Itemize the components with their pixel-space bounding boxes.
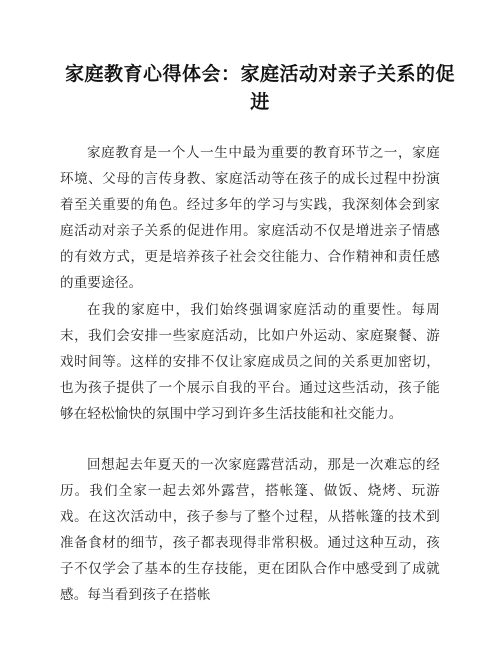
paragraph-3: 回想起去年夏天的一次家庭露营活动，那是一次难忘的经历。我们全家一起去郊外露营，搭帐篷、做饭、烧烤、玩游戏。在这次活动中，孩子参与了整个过程，从搭帐篷的技术到准备食材的细节，孩子都表现得非常积极。通过这种互动，孩子不仅学会了基本的生存技能，更在团队合作中感受到了成就感。每当看到孩子在搭帐: [60, 457, 440, 603]
document-title: 家庭教育心得体会：家庭活动对亲子关系的促进: [64, 63, 455, 113]
paragraph-1: 家庭教育是一个人一生中最为重要的教育环节之一，家庭环境、父母的言传身教、家庭活动等在孩子的成长过程中扮演着至关重要的角色。经过多年的学习与实践，我深刻体会到家庭活动对亲子关系的促进作用。家庭活动不仅是增进亲子情感的有效方式，更是培养孩子社会交往能力、合作精神和责任感的重要途径。: [60, 145, 440, 291]
paragraph-2: 在我的家庭中，我们始终强调家庭活动的重要性。每周末，我们会安排一些家庭活动，比如户外运动、家庭聚餐、游戏时间等。这样的安排不仅让家庭成员之间的关系更加密切，也为孩子提供了一个展示自我的平台。通过这些活动，孩子能够在轻松愉快的氛围中学习到许多生活技能和社交能力。: [60, 302, 440, 422]
